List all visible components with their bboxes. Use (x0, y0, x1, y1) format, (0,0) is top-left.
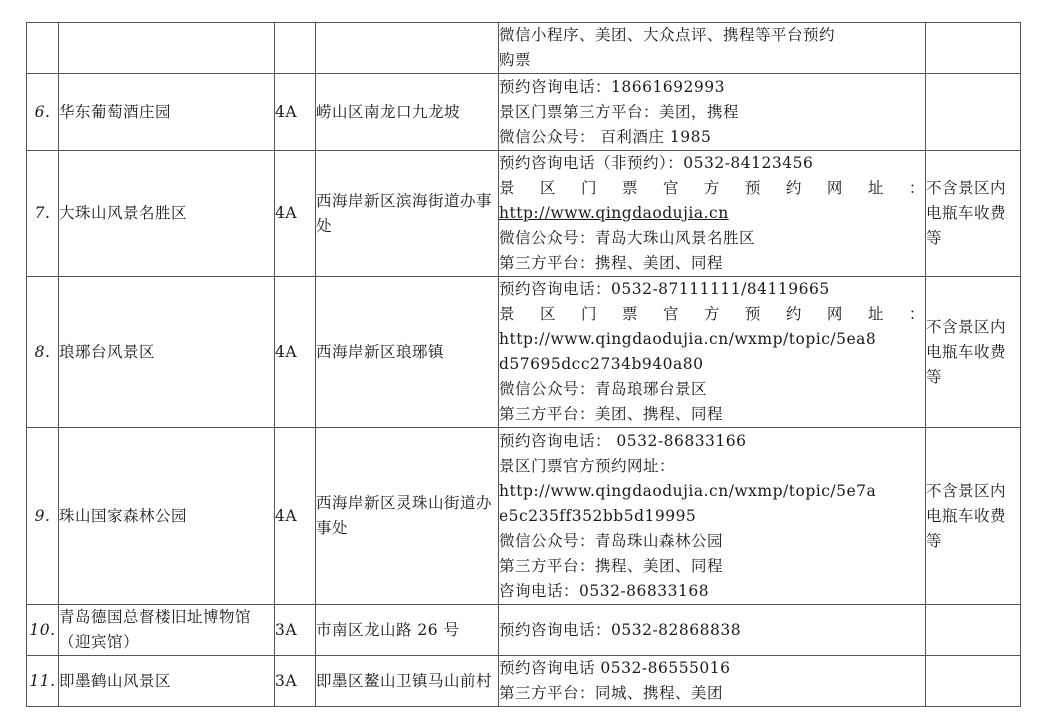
info-char: 网 (826, 305, 843, 323)
fee-note: 不含景区内电瓶车收费等 (926, 277, 1021, 428)
info-line: 预约咨询电话 0532-86555016 (499, 659, 731, 677)
booking-info (499, 23, 926, 74)
info-char: 票 (621, 305, 638, 323)
info-char: 网 (826, 179, 843, 197)
info-char: 约 (785, 305, 802, 323)
info-char: 门 (580, 179, 597, 197)
scenic-name: 大珠山风景名胜区 (59, 151, 275, 277)
booking-info (499, 656, 926, 707)
info-char: 票 (621, 179, 638, 197)
info-char: 门 (580, 305, 597, 323)
info-line: 景区门票官方预约网址： (499, 456, 676, 475)
scenic-name (59, 23, 275, 74)
info-char: 址 (867, 305, 884, 323)
scenic-name: 青岛德国总督楼旧址博物馆（迎宾馆） (59, 605, 275, 656)
info-char: 官 (662, 179, 679, 197)
official-booking-url: http://www.qingdaodujia.cn/wxmp/topic/5e7a (499, 481, 877, 500)
scenic-level: 4A (275, 151, 316, 277)
scenic-level: 4A (275, 428, 316, 605)
official-booking-url-cont: d57695dcc2734b940a80 (499, 355, 704, 373)
scenic-name: 琅琊台风景区 (59, 277, 275, 428)
table-row (27, 23, 1021, 74)
scenic-spots-table (26, 22, 1021, 707)
row-number: 6. (27, 74, 59, 151)
info-char: 官 (662, 305, 679, 323)
row-number: 9. (27, 428, 59, 605)
info-line: 咨询电话：0532-86833168 (499, 581, 710, 600)
table-row (27, 74, 1021, 151)
info-line: 预约咨询电话： 0532-86833166 (499, 431, 747, 450)
row-number: 10. (27, 605, 59, 656)
scenic-level: 3A (275, 656, 316, 707)
table-row (27, 605, 1021, 656)
booking-info (499, 277, 926, 428)
fee-note (926, 656, 1021, 707)
row-number: 7. (27, 151, 59, 277)
official-booking-url-cont: e5c235ff352bb5d19995 (499, 506, 697, 525)
info-char: 预 (744, 179, 761, 197)
fee-note (926, 605, 1021, 656)
info-line: 第三方平台：美团、携程、同程 (499, 405, 724, 423)
row-number (27, 23, 59, 74)
info-line: 预约咨询电话（非预约）：0532-84123456 (499, 154, 814, 172)
scenic-address: 西海岸新区琅琊镇 (316, 277, 499, 428)
scenic-name: 珠山国家森林公园 (59, 428, 275, 605)
info-char: 区 (539, 305, 556, 323)
info-line: 第三方平台：同城、携程、美团 (499, 684, 724, 702)
scenic-level: 3A (275, 605, 316, 656)
official-booking-link[interactable]: http://www.qingdaodujia.cn (499, 204, 729, 222)
fee-note (926, 74, 1021, 151)
info-line: 第三方平台：携程、美团、同程 (499, 254, 724, 272)
scenic-level: 4A (275, 277, 316, 428)
info-line: 购票 (499, 51, 532, 69)
info-char: 景 (499, 305, 516, 323)
scenic-address: 市南区龙山路 26 号 (316, 605, 499, 656)
info-line: 微信小程序、美团、大众点评、携程等平台预约 (499, 26, 836, 44)
info-char: 方 (703, 305, 720, 323)
booking-info (499, 74, 926, 151)
scenic-name: 华东葡萄酒庄园 (59, 74, 275, 151)
scenic-level: 4A (275, 74, 316, 151)
info-line: 微信公众号：青岛琅琊台景区 (499, 380, 708, 398)
scenic-address: 西海岸新区灵珠山街道办事处 (316, 428, 499, 605)
scenic-name: 即墨鹤山风景区 (59, 656, 275, 707)
table-row (27, 656, 1021, 707)
scenic-address: 西海岸新区滨海街道办事处 (316, 151, 499, 277)
booking-info (499, 428, 926, 605)
info-char: 约 (785, 179, 802, 197)
info-char: ： (908, 305, 925, 323)
info-char: 景 (499, 179, 516, 197)
fee-note: 不含景区内电瓶车收费等 (926, 151, 1021, 277)
booking-info (499, 605, 926, 656)
info-line: 预约咨询电话：0532-82868838 (499, 620, 742, 639)
official-booking-url: http://www.qingdaodujia.cn/wxmp/topic/5ea8 (499, 330, 877, 348)
row-number: 8. (27, 277, 59, 428)
booking-info (499, 151, 926, 277)
info-line: 预约咨询电话：18661692993 (499, 77, 725, 96)
fee-note (926, 23, 1021, 74)
table-row (27, 151, 1021, 277)
info-line: 景区门票第三方平台：美团，携程 (499, 102, 740, 121)
info-char: ： (908, 179, 925, 197)
info-line: 微信公众号：青岛大珠山风景名胜区 (499, 229, 756, 247)
info-char: 预 (744, 305, 761, 323)
scenic-level (275, 23, 316, 74)
info-line: 微信公众号： 百利酒庄 1985 (499, 127, 712, 146)
row-number: 11. (27, 656, 59, 707)
scenic-address (316, 23, 499, 74)
info-line: 微信公众号：青岛珠山森林公园 (499, 531, 724, 550)
info-char: 址 (867, 179, 884, 197)
scenic-address: 崂山区南龙口九龙坡 (316, 74, 499, 151)
info-char: 方 (703, 179, 720, 197)
info-char: 区 (539, 179, 556, 197)
info-line: 第三方平台：携程、美团、同程 (499, 556, 724, 575)
scenic-address: 即墨区鳌山卫镇马山前村 (316, 656, 499, 707)
fee-note: 不含景区内电瓶车收费等 (926, 428, 1021, 605)
table-row (27, 428, 1021, 605)
info-line (499, 176, 925, 201)
table-row (27, 277, 1021, 428)
info-line (499, 302, 925, 327)
info-line: 预约咨询电话：0532-87111111/84119665 (499, 280, 830, 298)
